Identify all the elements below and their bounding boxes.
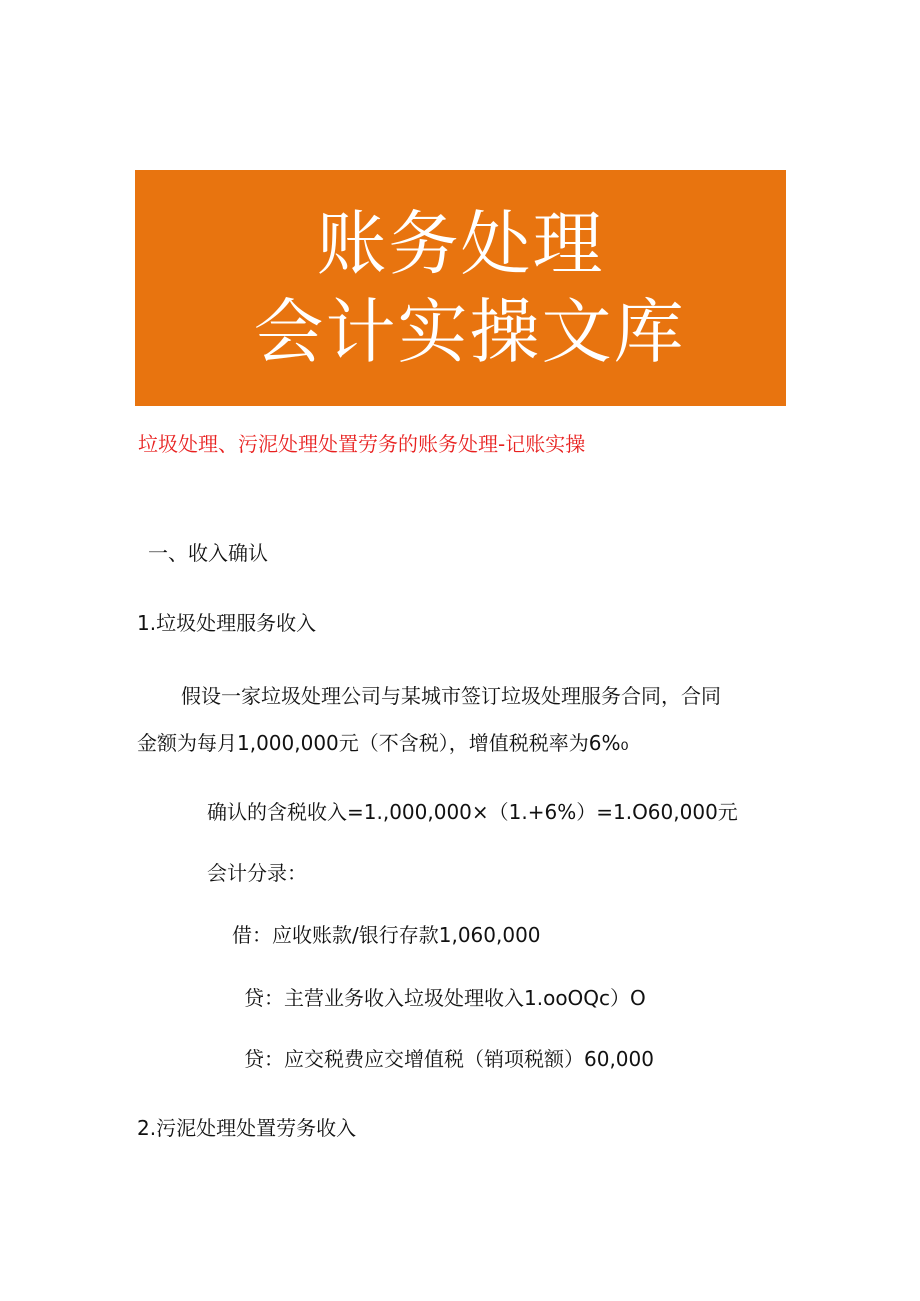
paragraph-line-1: 假设一家垃圾处理公司与某城市签订垃圾处理服务合同，合同 [181, 684, 721, 708]
tax-inclusive-revenue-formula: 确认的含税收入=1.,000,000×（1.+6%）=1.O60,000元 [207, 800, 738, 824]
item-heading-sludge-service: 2.污泥处理处置劳务收入 [137, 1116, 357, 1140]
section-heading-revenue-recognition: 一、收入确认 [148, 541, 268, 565]
banner-title-line-1: 账务处理 [316, 203, 605, 285]
journal-entry-debit: 借：应收账款/银行存款1,060,000 [232, 923, 541, 947]
journal-entry-credit-vat: 贷：应交税费应交增值税（销项税额）60,000 [244, 1047, 654, 1071]
document-subtitle: 垃圾处理、污泥处理处置劳务的账务处理-记账实操 [138, 432, 586, 456]
item-heading-garbage-service: 1.垃圾处理服务收入 [137, 611, 317, 635]
journal-entry-heading: 会计分录： [207, 861, 307, 885]
paragraph-line-2: 金额为每月1,000,000元（不含税），增值税税率为6%₀ [137, 731, 629, 755]
title-banner [135, 170, 786, 406]
banner-title-line-2: 会计实操文库 [253, 291, 686, 373]
journal-entry-credit-revenue: 贷：主营业务收入垃圾处理收入1.ooOQc）O [244, 986, 646, 1010]
